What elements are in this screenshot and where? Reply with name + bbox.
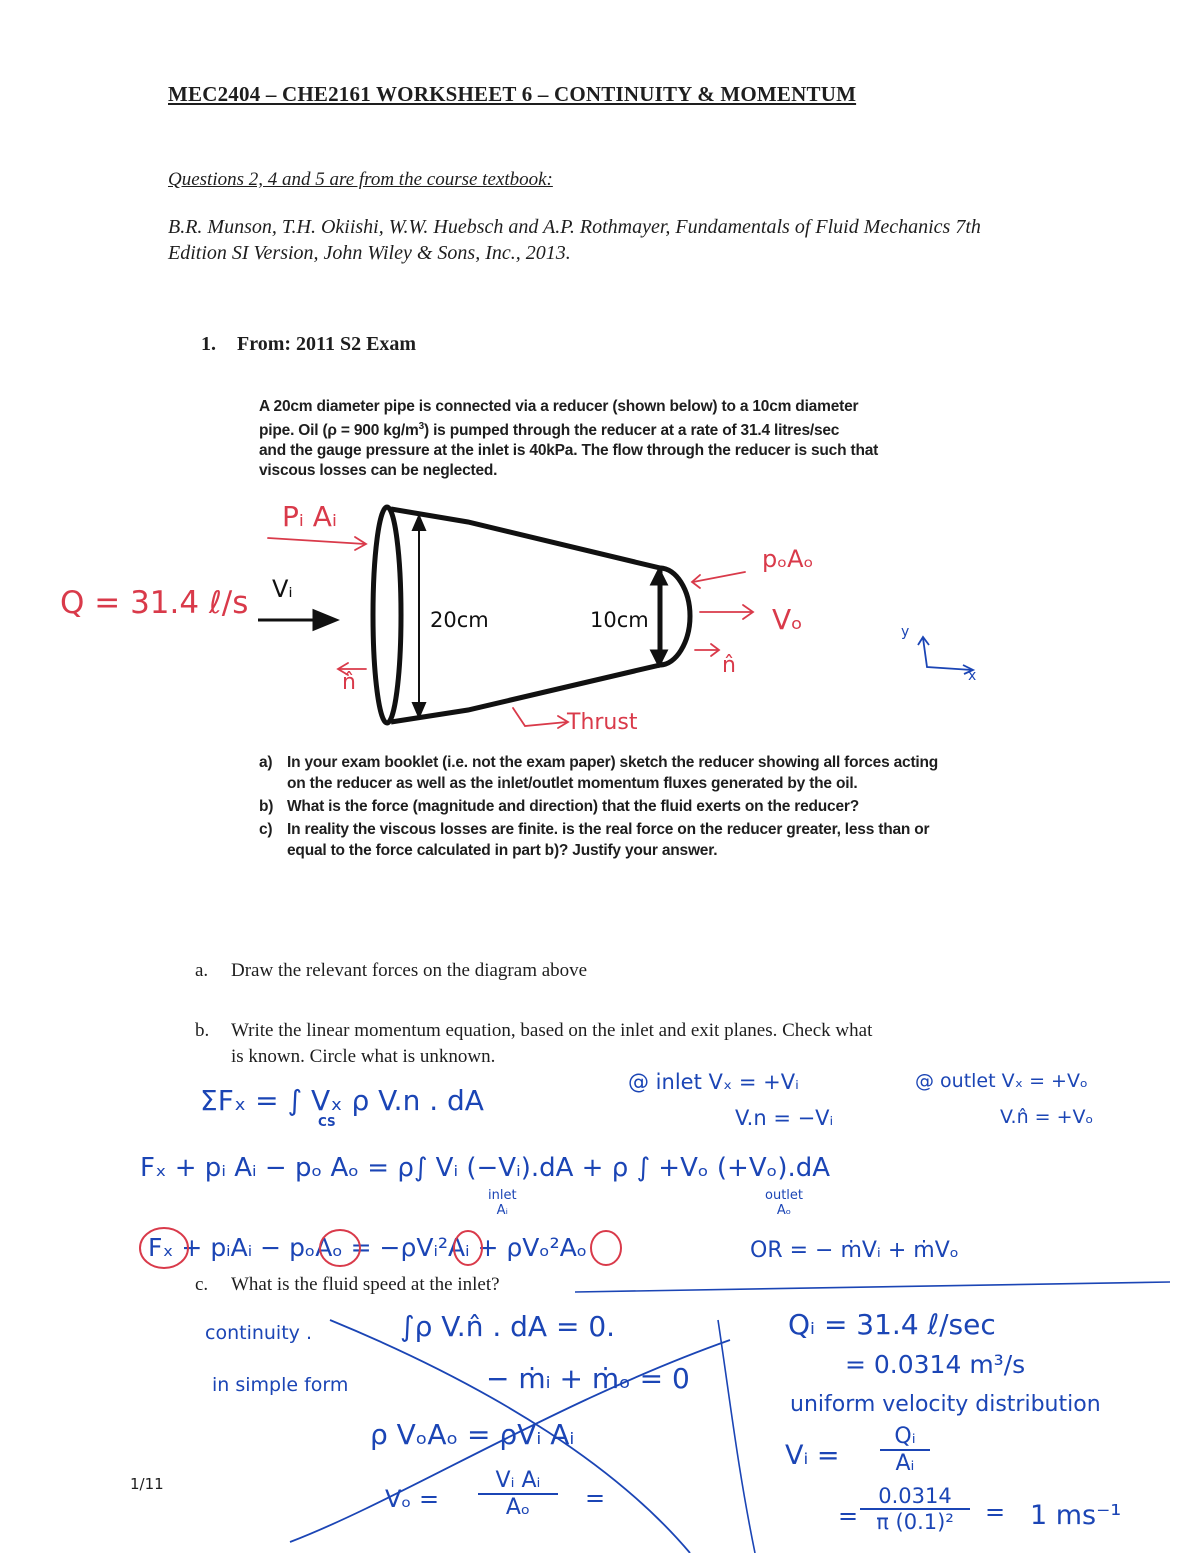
- simple-form-equation: − ṁᵢ + ṁₒ = 0: [486, 1362, 690, 1395]
- vo-equation-left: Vₒ =: [385, 1485, 440, 1513]
- task-b: b. Write the linear momentum equation, based on the inlet and exit planes. Check what is known. Circle what is unknown.: [195, 1020, 873, 1067]
- x-axis-label: x: [968, 668, 977, 684]
- outlet-integral-subscript: outlet Aₒ: [765, 1188, 803, 1218]
- page-number: 1/11: [130, 1475, 164, 1493]
- task-c: c. What is the fluid speed at the inlet?: [195, 1274, 500, 1295]
- inlet-conditions-2: V.n = −Vᵢ: [735, 1106, 834, 1130]
- inlet-normal-annotation: n̂: [342, 670, 356, 695]
- textbook-citation: B.R. Munson, T.H. Okiishi, W.W. Huebsch and A.P. Rothmayer, Fundamentals of Fluid Mechanics 7th Edition SI Version, John Wiley & Sons, Inc., 2013.: [168, 216, 981, 264]
- inlet-velocity-left: Vᵢ =: [785, 1440, 840, 1471]
- outlet-conditions-2: V.n̂ = +Vₒ: [1000, 1106, 1094, 1128]
- inlet-velocity-calc-eq: =: [838, 1502, 859, 1530]
- unknown-circle-vo: [591, 1231, 621, 1265]
- exam-part-a: a) In your exam booklet (i.e. not the exam paper) sketch the reducer showing all forces acting on the reducer as well as the inlet/outlet momentum fluxes generated by the oil.: [259, 754, 939, 792]
- exam-part-c: c) In reality the viscous losses are finite. is the real force on the reducer greater, less than or equal to the force calculated in part b)? Justify your answer.: [259, 821, 930, 859]
- exam-parts-list: [259, 752, 959, 863]
- outlet-force-annotation: pₒAₒ: [762, 545, 814, 573]
- inlet-velocity-fraction: Qᵢ Aᵢ: [880, 1424, 930, 1476]
- inlet-velocity-calc-fraction: 0.0314 π (0.1)²: [860, 1484, 970, 1534]
- problem-line: viscous losses can be neglected.: [259, 462, 498, 480]
- inlet-velocity-label: Vᵢ: [272, 575, 293, 603]
- inlet-velocity-result: 1 ms⁻¹: [1030, 1500, 1122, 1531]
- density-area-equation: ρ VₒAₒ = ρVᵢ Aᵢ: [370, 1418, 575, 1451]
- cs-label: CS: [318, 1115, 336, 1129]
- problem-line: A 20cm diameter pipe is connected via a reducer (shown below) to a 10cm diameter: [259, 398, 859, 415]
- inlet-velocity-arrow: [258, 611, 336, 629]
- outlet-velocity-annotation: Vₒ: [772, 603, 803, 636]
- task-a: a. Draw the relevant forces on the diagram above: [195, 960, 588, 981]
- uniform-velocity-note: uniform velocity distribution: [790, 1392, 1101, 1417]
- inlet-conditions-1: @ inlet Vₓ = +Vᵢ: [628, 1070, 799, 1094]
- inlet-flow-rate-si: = 0.0314 m³/s: [845, 1350, 1026, 1379]
- momentum-equation: ΣFₓ = ∫ Vₓ ρ V.n . dA: [200, 1084, 484, 1117]
- inlet-integral-subscript: inlet Aᵢ: [488, 1188, 517, 1218]
- outlet-conditions-1: @ outlet Vₓ = +Vₒ: [915, 1070, 1088, 1092]
- inlet-velocity-equals: =: [985, 1498, 1006, 1526]
- unknown-circle-fx: [140, 1228, 188, 1268]
- inlet-diameter-label: 20cm: [430, 608, 489, 632]
- continuity-equation: ∫ρ V.n̂ . dA = 0.: [400, 1310, 616, 1343]
- outlet-normal-annotation: n̂: [722, 653, 736, 678]
- problem-statement: [259, 397, 949, 481]
- question-source: From: 2011 S2 Exam: [237, 333, 417, 355]
- outlet-diameter-label: 10cm: [590, 608, 649, 632]
- problem-line: pipe. Oil (ρ = 900 $kg/m^3$) is pumped through the reducer at a rate of 31.4 litres/sec: [259, 421, 840, 440]
- inlet-flow-rate: Qᵢ = 31.4 ℓ/sec: [788, 1308, 996, 1341]
- unknown-circles: [130, 1222, 730, 1282]
- flow-rate-annotation: Q = 31.4 ℓ/s: [60, 585, 249, 621]
- unknown-circle-po: [320, 1230, 360, 1266]
- question-number: 1.: [201, 333, 216, 355]
- simple-form-label: in simple form: [212, 1374, 349, 1396]
- simplified-momentum-equation: Fₓ + pᵢAᵢ − pₒAₒ = −ρVᵢ²Aᵢ + ρVₒ²Aₒ: [148, 1233, 588, 1262]
- inlet-force-annotation: Pᵢ Aᵢ: [282, 500, 337, 533]
- y-axis-label: y: [901, 624, 910, 640]
- inlet-dimension: [413, 516, 425, 717]
- expanded-momentum-equation: Fₓ + pᵢ Aᵢ − pₒ Aₒ = ρ∫ Vᵢ (−Vᵢ).dA + ρ ∫ +Vₒ (+Vₒ).dA: [140, 1153, 831, 1183]
- textbook-note: Questions 2, 4 and 5 are from the course textbook:: [168, 169, 553, 190]
- inlet-flange: [373, 507, 401, 723]
- outlet-dimension: [652, 570, 666, 665]
- vo-equation-tail: =: [585, 1484, 606, 1512]
- mass-flow-form: OR = − ṁVᵢ + ṁVₒ: [750, 1238, 959, 1263]
- vo-equation-fraction: Vᵢ Aᵢ Aₒ: [478, 1468, 558, 1520]
- exam-part-b: b) What is the force (magnitude and direction) that the fluid exerts on the reducer?: [259, 798, 859, 815]
- problem-line: and the gauge pressure at the inlet is 40kPa. The flow through the reducer is such that: [259, 442, 879, 460]
- question-1-heading: [201, 333, 416, 356]
- unknown-circle-vi: [454, 1231, 482, 1265]
- axes-icon: [918, 637, 973, 674]
- worksheet-title: MEC2404 – CHE2161 WORKSHEET 6 – CONTINUITY & MOMENTUM: [168, 82, 857, 106]
- thrust-annotation: Thrust: [567, 710, 638, 735]
- continuity-label: continuity .: [205, 1322, 312, 1344]
